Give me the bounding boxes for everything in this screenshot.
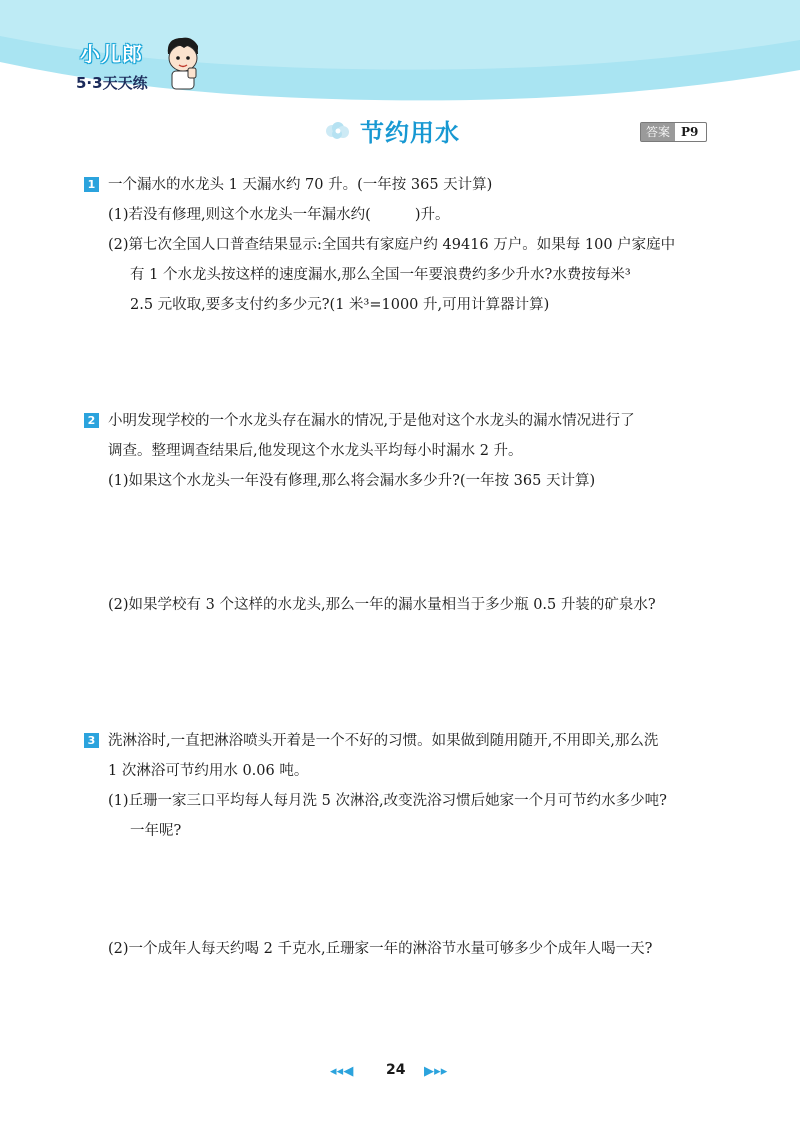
right-arrows-icon: ▶ ▸ ▸ [424, 1064, 446, 1079]
sub-question-text: (1)若没有修理,则这个水龙头一年漏水约( [108, 207, 371, 223]
question-stem-line-1: 小明发现学校的一个水龙头存在漏水的情况,于是他对这个水龙头的漏水情况进行了 [108, 413, 635, 429]
question-3 [84, 726, 724, 846]
question-stem-line-2: 调查。整理调查结果后,他发现这个水龙头平均每小时漏水 2 升。 [108, 443, 523, 459]
sub-question-2: (2)如果学校有 3 个这样的水龙头,那么一年的漏水量相当于多少瓶 0.5 升装的矿泉水? [108, 597, 656, 613]
sub-question-2-line-1: (2)第七次全国人口普查结果显示:全国共有家庭户约 49416 万户。如果每 100 户家庭中 [108, 237, 676, 253]
question-stem-line-2: 1 次淋浴可节约用水 0.06 吨。 [108, 763, 309, 779]
question-2 [84, 406, 724, 496]
title-row [0, 113, 800, 153]
brand-name: 小儿郎 [80, 42, 143, 66]
answer-label: 答案 [641, 123, 675, 141]
sub-question-2-line-3: 2.5 元收取,要多支付约多少元?(1 米³=1000 升,可用计算器计算) [130, 297, 550, 313]
answer-reference [640, 122, 707, 142]
page-title: 节约用水 [360, 119, 460, 147]
page-number: 24 [386, 1062, 406, 1078]
flower-decoration-icon [322, 121, 352, 141]
series-name: 5·3天天练 [76, 74, 148, 92]
question-1 [84, 170, 724, 320]
page-footer [0, 1062, 800, 1082]
question-stem: 一个漏水的水龙头 1 天漏水约 70 升。(一年按 365 天计算) [108, 177, 493, 193]
question-number: 2 [84, 413, 99, 428]
question-number: 3 [84, 733, 99, 748]
sub-question-1-line-1: (1)丘珊一家三口平均每人每月洗 5 次淋浴,改变洗浴习惯后她家一个月可节约水多少吨? [108, 793, 667, 809]
boy-mascot-icon [162, 36, 204, 94]
left-arrows-icon: ◂ ◂ ◀ [330, 1064, 352, 1079]
sub-question-2: (2)一个成年人每天约喝 2 千克水,丘珊家一年的淋浴节水量可够多少个成年人喝一天? [108, 941, 653, 957]
sub-question-1: (1)如果这个水龙头一年没有修理,那么将会漏水多少升?(一年按 365 天计算) [108, 473, 596, 489]
question-stem-line-1: 洗淋浴时,一直把淋浴喷头开着是一个不好的习惯。如果做到随用随开,不用即关,那么洗 [108, 733, 659, 749]
sub-question-2-line-2: 有 1 个水龙头按这样的速度漏水,那么全国一年要浪费约多少升水?水费按每米³ [130, 267, 631, 283]
question-3-part-2 [84, 934, 724, 964]
sub-question-1-line-2: 一年呢? [130, 823, 182, 839]
question-number: 1 [84, 177, 99, 192]
question-2-part-2 [84, 590, 724, 620]
sub-question-1 [84, 200, 724, 230]
answer-page: P9 [681, 125, 699, 139]
sub-question-text: )升。 [414, 207, 450, 223]
brand-logo [70, 38, 210, 98]
